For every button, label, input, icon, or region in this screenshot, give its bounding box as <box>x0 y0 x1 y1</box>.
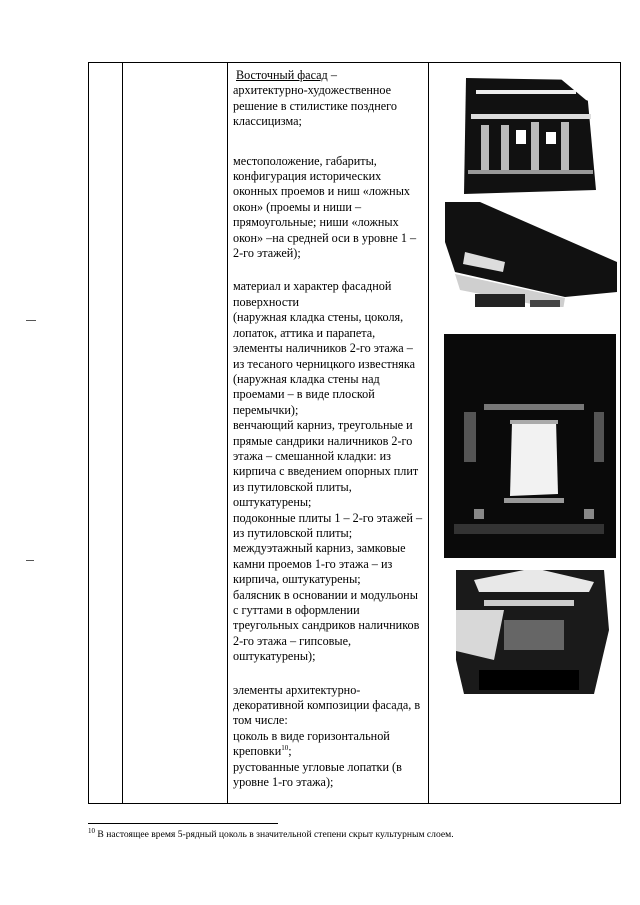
column-divider <box>227 62 228 804</box>
plinth-semicolon: ; <box>288 744 292 759</box>
paragraph: подоконные плиты 1 – 2-го этажей – из путиловской плиты; <box>233 510 423 540</box>
paragraph: местоположение, габариты, конфигурация исторических оконных проемов и ниш «ложных окон» (проемы и ниши – прямоугольные; ниши «ложных окон» –на средней оси в уровне 1 – 2-го этажей); <box>233 153 417 261</box>
paragraph: междуэтажный карниз, замковые камни проемов 1-го этажа – из кирпича, оштукатурены; <box>233 541 406 587</box>
facade-title: Восточный фасад <box>236 68 328 82</box>
cornice-photo <box>445 202 617 322</box>
footnote-number: 10 <box>88 826 95 835</box>
paragraph: венчающий карниз, треугольные и прямые сандрики наличников 2-го этажа – смешанной кладки: из кирпича с введением опорных плит из путиловской плиты, оштукатурены; <box>233 418 419 510</box>
paragraph: материал и характер фасадной поверхности <box>233 279 392 309</box>
window-photo <box>444 334 616 558</box>
column-divider <box>122 62 123 804</box>
paragraph: балясник в основании и модульоны с гуттами в оформлении треугольных сандриков наличников 2-го этажа – гипсовые, оштукатурены); <box>233 587 420 664</box>
plinth-text: цоколь в виде горизонтальной креповки <box>233 728 390 759</box>
paragraph: рустованные угловые лопатки (в уровне 1-го этажа); <box>233 759 402 790</box>
footnote <box>88 826 608 841</box>
paragraph <box>233 729 423 760</box>
paragraph: архитектурно-художественное решение в стилистике позднего классицизма; <box>233 83 397 129</box>
facade-heading <box>236 68 423 83</box>
paragraph: (наружная кладка стены, цоколя, лопаток, аттика и парапета, элементы наличников 2-го этажа – из тесаного черницкого известняка (наружная кладка стены над проемами – в виде плоской перемычки); <box>233 310 416 417</box>
pediment-photo <box>444 570 616 694</box>
footnote-text: В настоящее время 5-рядный цоколь в значительной степени скрыт культурным слоем. <box>95 829 454 840</box>
heading-dash: – <box>327 68 337 82</box>
column-divider <box>428 62 429 804</box>
paragraph: элементы архитектурно-декоративной композиции фасада, в том числе: <box>233 682 421 728</box>
footnote-rule <box>88 823 278 824</box>
facade-photo <box>446 70 612 200</box>
footnote-ref: 10 <box>281 744 289 753</box>
scan-mark <box>26 560 34 561</box>
scan-mark <box>26 320 36 321</box>
description-column <box>233 68 423 790</box>
